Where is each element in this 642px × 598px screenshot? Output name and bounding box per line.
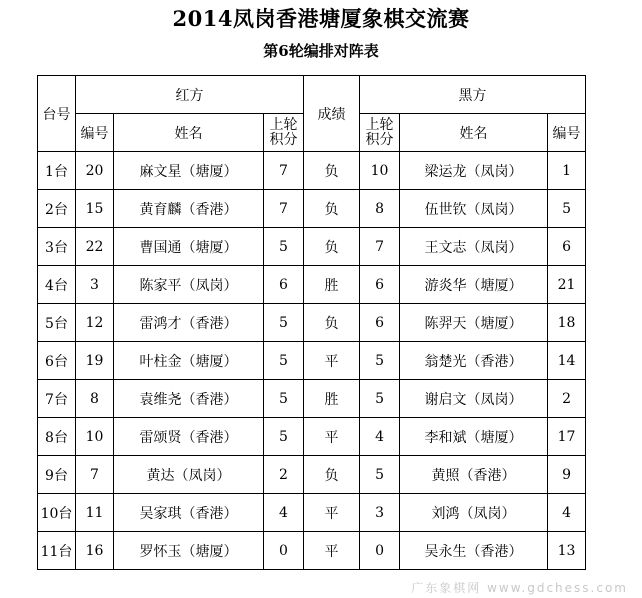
header-red-prev-points (264, 114, 304, 152)
cell-table-no: 6台 (38, 342, 76, 380)
cell-black-prev-points: 0 (360, 532, 400, 570)
cell-black-prev-points: 7 (360, 228, 400, 266)
table-row (38, 342, 586, 380)
cell-black-prev-points: 5 (360, 342, 400, 380)
cell-black-number: 6 (548, 228, 586, 266)
cell-black-number: 2 (548, 380, 586, 418)
cell-black-name: 吴永生（香港） (400, 532, 548, 570)
cell-red-number: 20 (76, 152, 114, 190)
cell-red-prev-points: 5 (264, 418, 304, 456)
cell-red-prev-points: 4 (264, 494, 304, 532)
pairings-body (38, 152, 586, 570)
header-black-side: 黑方 (360, 76, 586, 114)
cell-result: 负 (304, 456, 360, 494)
cell-black-number: 14 (548, 342, 586, 380)
cell-result: 平 (304, 418, 360, 456)
header-black-name: 姓名 (400, 114, 548, 152)
cell-black-number: 21 (548, 266, 586, 304)
cell-red-prev-points: 6 (264, 266, 304, 304)
cell-red-prev-points: 5 (264, 380, 304, 418)
cell-red-name: 袁维尧（香港） (114, 380, 264, 418)
cell-black-name: 翁楚光（香港） (400, 342, 548, 380)
cell-black-number: 18 (548, 304, 586, 342)
cell-table-no: 3台 (38, 228, 76, 266)
cell-red-name: 曹国通（塘厦） (114, 228, 264, 266)
page-subtitle: 第6轮编排对阵表 (263, 42, 379, 60)
cell-result: 负 (304, 228, 360, 266)
cell-black-prev-points: 4 (360, 418, 400, 456)
table-row (38, 152, 586, 190)
cell-red-prev-points: 5 (264, 304, 304, 342)
cell-black-name: 李和斌（塘厦） (400, 418, 548, 456)
header-result: 成绩 (304, 76, 360, 152)
cell-black-name: 梁运龙（凤岗） (400, 152, 548, 190)
cell-black-prev-points: 3 (360, 494, 400, 532)
cell-red-number: 11 (76, 494, 114, 532)
cell-red-prev-points: 7 (264, 190, 304, 228)
table-row (38, 380, 586, 418)
site-watermark: 广东象棋网 www.gdchess.com (411, 581, 628, 595)
cell-result: 胜 (304, 380, 360, 418)
cell-red-number: 15 (76, 190, 114, 228)
header-row-top (38, 76, 586, 114)
cell-result: 负 (304, 152, 360, 190)
cell-black-name: 黄照（香港） (400, 456, 548, 494)
header-black-number: 编号 (548, 114, 586, 152)
cell-red-number: 7 (76, 456, 114, 494)
cell-result: 胜 (304, 266, 360, 304)
table-row (38, 494, 586, 532)
cell-result: 平 (304, 532, 360, 570)
cell-red-name: 雷颂贤（香港） (114, 418, 264, 456)
cell-red-prev-points: 7 (264, 152, 304, 190)
cell-table-no: 10台 (38, 494, 76, 532)
cell-red-name: 罗怀玉（塘厦） (114, 532, 264, 570)
cell-red-number: 3 (76, 266, 114, 304)
prev-points-line1: 上轮 (269, 116, 298, 133)
table-row (38, 456, 586, 494)
cell-red-prev-points: 5 (264, 342, 304, 380)
cell-black-prev-points: 5 (360, 380, 400, 418)
cell-red-name: 陈家平（凤岗） (114, 266, 264, 304)
header-table-no: 台号 (38, 76, 76, 152)
cell-black-number: 1 (548, 152, 586, 190)
cell-red-number: 16 (76, 532, 114, 570)
cell-red-name: 叶柱金（塘厦） (114, 342, 264, 380)
prev-points-label (366, 118, 394, 148)
header-red-number: 编号 (76, 114, 114, 152)
cell-black-name: 游炎华（塘厦） (400, 266, 548, 304)
cell-table-no: 1台 (38, 152, 76, 190)
cell-black-number: 9 (548, 456, 586, 494)
cell-result: 平 (304, 494, 360, 532)
cell-black-name: 伍世钦（凤岗） (400, 190, 548, 228)
cell-black-name: 刘鸿（凤岗） (400, 494, 548, 532)
cell-red-number: 10 (76, 418, 114, 456)
cell-result: 负 (304, 190, 360, 228)
prev-points-line1: 上轮 (365, 116, 394, 133)
header-red-name: 姓名 (114, 114, 264, 152)
cell-table-no: 5台 (38, 304, 76, 342)
pairings-table (37, 75, 586, 570)
table-row (38, 304, 586, 342)
table-row (38, 228, 586, 266)
prev-points-label (270, 118, 298, 148)
cell-table-no: 8台 (38, 418, 76, 456)
cell-red-name: 麻文星（塘厦） (114, 152, 264, 190)
cell-black-prev-points: 6 (360, 266, 400, 304)
cell-black-prev-points: 6 (360, 304, 400, 342)
cell-table-no: 11台 (38, 532, 76, 570)
cell-red-name: 黄达（凤岗） (114, 456, 264, 494)
cell-black-number: 5 (548, 190, 586, 228)
cell-table-no: 2台 (38, 190, 76, 228)
cell-black-name: 王文志（凤岗） (400, 228, 548, 266)
cell-red-prev-points: 0 (264, 532, 304, 570)
cell-black-number: 4 (548, 494, 586, 532)
header-red-side: 红方 (76, 76, 304, 114)
table-row (38, 418, 586, 456)
cell-table-no: 7台 (38, 380, 76, 418)
cell-black-name: 谢启文（凤岗） (400, 380, 548, 418)
cell-red-name: 雷鸿才（香港） (114, 304, 264, 342)
cell-table-no: 4台 (38, 266, 76, 304)
cell-result: 负 (304, 304, 360, 342)
cell-red-name: 吴家琪（香港） (114, 494, 264, 532)
cell-black-number: 13 (548, 532, 586, 570)
table-row (38, 190, 586, 228)
prev-points-line2: 积分 (269, 131, 298, 148)
cell-red-number: 8 (76, 380, 114, 418)
cell-black-name: 陈羿天（塘厦） (400, 304, 548, 342)
cell-red-prev-points: 2 (264, 456, 304, 494)
prev-points-line2: 积分 (365, 131, 394, 148)
cell-table-no: 9台 (38, 456, 76, 494)
cell-red-prev-points: 5 (264, 228, 304, 266)
cell-black-prev-points: 8 (360, 190, 400, 228)
cell-black-prev-points: 5 (360, 456, 400, 494)
table-row (38, 266, 586, 304)
cell-black-prev-points: 10 (360, 152, 400, 190)
cell-black-number: 17 (548, 418, 586, 456)
cell-red-name: 黄育麟（香港） (114, 190, 264, 228)
cell-red-number: 22 (76, 228, 114, 266)
cell-red-number: 12 (76, 304, 114, 342)
page-title: 2014凤岗香港塘厦象棋交流赛 (172, 6, 470, 31)
cell-red-number: 19 (76, 342, 114, 380)
table-row (38, 532, 586, 570)
cell-result: 平 (304, 342, 360, 380)
header-black-prev-points (360, 114, 400, 152)
